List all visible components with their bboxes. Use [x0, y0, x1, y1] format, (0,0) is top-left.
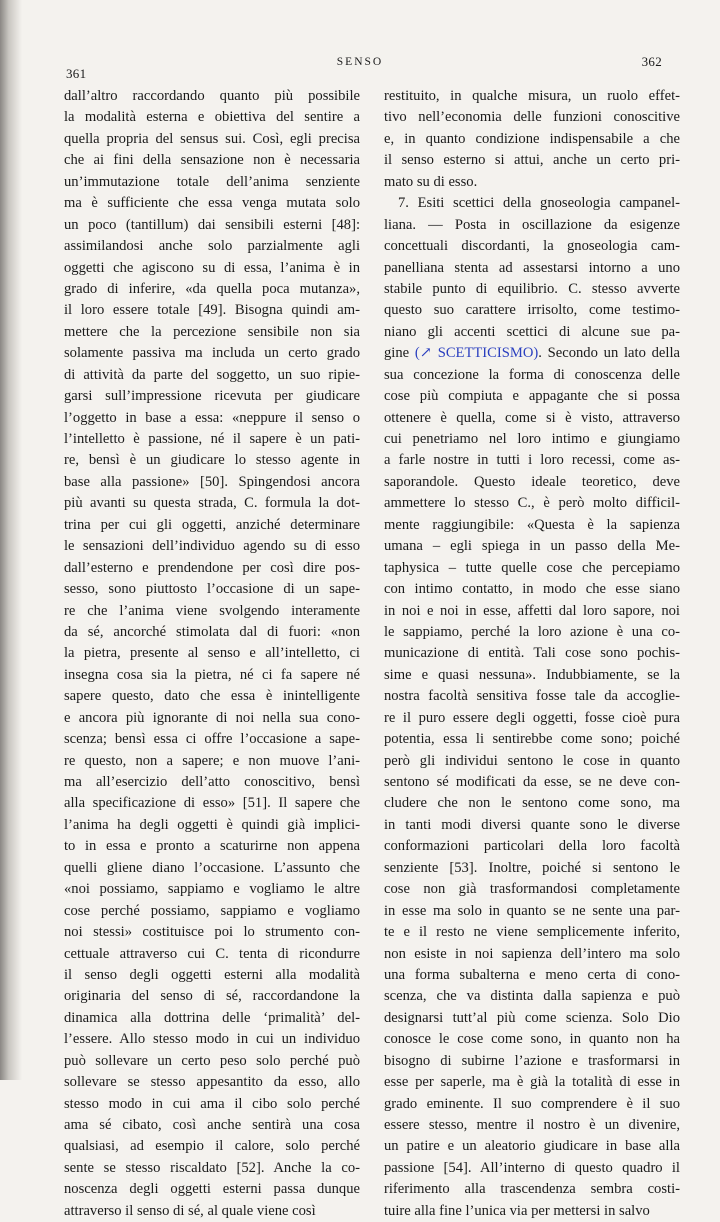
text-line: cose più compiuta e appagante che si possa [384, 388, 680, 405]
text-line: insegna cosa sia la pietra, né ci fa sapere né [64, 666, 360, 683]
text-line: saporandole. Questo ideale teoretico, deve [384, 473, 680, 490]
text-line: municazione di entità. Tali cose sono pochis- [384, 645, 680, 662]
text-line: che ai fini della sensazione non è necessaria [64, 152, 360, 169]
text-line: ammettere lo stesso C., è però molto difficil- [384, 495, 680, 512]
text-line: questo suo carattere irrisolto, come testimo- [384, 302, 680, 319]
text-line: cui penetriamo nel loro intimo e giungiamo [384, 431, 680, 447]
text-line: quella propria del sensus sui. Così, egli precisa [64, 130, 360, 147]
text-line: il loro essere totale [49]. Bisogna quindi am- [64, 302, 360, 319]
text-line: cludere che non le sentono come sono, ma [384, 795, 680, 812]
text-line: re, bensì è un giudicare lo stesso agente in [64, 452, 360, 469]
text-line: però gli individui sentono le cose in quanto [384, 752, 680, 769]
text-line: qualsiasi, ad esempio il calore, solo perché [64, 1138, 360, 1155]
cross-reference-link[interactable]: (↗ SCETTICISMO) [414, 345, 539, 362]
left-column [64, 86, 360, 1222]
text-line: conosce le cose come sono, in quanto non ha [384, 1031, 680, 1048]
text-line: una forma subalterna e meno certa di cono- [384, 966, 680, 983]
text-line: l’intelletto è passione, né il sapere è un pati- [64, 431, 360, 447]
text-line: con intimo contatto, in modo che esse siano [384, 581, 680, 598]
text-line: l’oggetto in base a essa: «neppure il senso o [64, 409, 360, 426]
text-line: designarsi tutt’al più come scienza. Solo Dio [384, 1009, 680, 1026]
text-line: concettuali discordanti, la gnoseologia cam- [384, 238, 680, 255]
text-line: scenza; bensì essa ci offre l’occasione a sape- [64, 731, 360, 748]
text-line: un’immutazione totale dell’anima senziente [64, 173, 360, 190]
text-line: sollevare se stesso appesantito da esso, allo [64, 1074, 360, 1091]
text-line: a farle nostre in tutti i loro recessi, come as- [384, 452, 680, 469]
text-line: ottenere è quella, come si è visto, attraverso [384, 409, 680, 426]
text-line: cose perché possiamo, sappiamo e vogliamo [64, 902, 360, 919]
text-line: sente se stesso riscaldato [52]. Anche la co- [64, 1159, 360, 1176]
text-line: può sollevare un certo peso solo perché può [64, 1052, 360, 1069]
page-number-left: 361 [66, 66, 87, 81]
text-line: passione [54]. All’interno di questo quadro il [384, 1159, 680, 1176]
text-line: bisogno di subirne l’azione e trasformarsi in [384, 1052, 680, 1069]
right-column [384, 86, 680, 1222]
text-line: esse per saperle, ma è già la totalità di esse in [384, 1074, 680, 1091]
text-line: solamente passiva ma includa un certo grado [64, 345, 360, 362]
text-line: noi stessi» costituisce poi lo strumento con- [64, 924, 360, 941]
text-line: cose non già trasformandosi completamente [384, 881, 680, 898]
text-line: attraverso il senso di sé, al quale viene così [64, 1202, 316, 1219]
text-line: il senso esterno si attui, anche un certo pri- [384, 152, 680, 169]
text-line: re che l’anima viene svolgendo interamente [64, 602, 360, 619]
text-line: sentono sé modificati da esse, se ne deve con- [384, 774, 680, 790]
text-line: ama sé cibato, così anche sentirà una cosa [64, 1117, 360, 1133]
text-line: potentia, essa li sentirebbe come sono; poiché [384, 731, 680, 748]
text-line: il senso degli oggetti esterni alla modalità [64, 966, 360, 983]
text-line: sesso, sono piuttosto l’occasione di un sape- [64, 581, 360, 598]
text-line: tuire alla fine l’unica via per mettersi in salvo [384, 1202, 650, 1219]
text-line: grado di inferire, «da quella poca mutanza», [64, 280, 360, 297]
text-line: noscenza degli oggetti esterni passa dunque [64, 1181, 360, 1198]
text-line: trina per cui gli oggetti, anziché determinare [64, 516, 360, 533]
text-line: taphysica – tutte quelle cose che percepiamo [384, 559, 680, 576]
text-line: grado eminente. Il suo comprendere è il suo [384, 1095, 680, 1112]
text-line: in noi e noi in esse, affetti dal loro sapore, noi [384, 602, 680, 619]
text-line: ma è sufficiente che essa venga mutata solo [64, 195, 360, 212]
page-gutter-shadow [0, 0, 22, 1080]
text-line: umana – egli spiega in un passo della Me- [384, 538, 680, 555]
text-line: un patire e un aleatorio giudicare in base alla [384, 1138, 680, 1155]
text-line: mettere che la percezione sensibile non sia [64, 323, 360, 340]
text-line: tivo nell’economia delle funzioni conoscitive [384, 109, 680, 126]
text-line: garsi sull’impressione ricevuta per giudicare [64, 388, 360, 405]
text-line: l’essere. Allo stesso modo in cui un individuo [64, 1031, 360, 1048]
text-line: te e il resto ne viene semplicemente inferito, [384, 924, 680, 941]
text-line: to in essa e pronto a scaturirne non appena [64, 838, 360, 855]
text-line: quelli gliene diano l’occasione. L’assunto che [64, 859, 360, 876]
text-line: conformazioni particolari della loro facoltà [384, 838, 680, 855]
text-line: base alla passione» [50]. Spingendosi ancora [64, 473, 360, 490]
text-line: stabile punto di equilibrio. C. stesso avverte [384, 280, 680, 297]
text-line: liana. — Posta in oscillazione da esigenze [384, 216, 680, 233]
text-line: le sappiamo, perché la loro azione è una co- [384, 623, 680, 640]
text-line: l’anima ha degli oggetti è quindi già implici- [64, 816, 360, 833]
text-line: originaria del senso di sé, raccordandone la [64, 988, 360, 1005]
text-line: non esiste in noi sapienza dell’intero ma solo [384, 945, 680, 962]
text-line: dall’esterno e prendendone per così dire pos- [64, 559, 360, 576]
text-line: più avanti su questa strada, C. formula la dot- [64, 495, 360, 512]
text-line: nostra facoltà sensitiva fosse tale da accoglie- [384, 688, 680, 705]
text-line: essere stesso, mentre il nostro è un divenire, [384, 1117, 680, 1133]
running-title: SENSO [336, 56, 384, 68]
text-line: alla specificazione di esso» [51]. Il sapere che [64, 795, 360, 812]
text-line: dinamica alla dottrina delle ‘primalità’ del- [64, 1009, 360, 1026]
page-number-right: 362 [641, 54, 662, 69]
text-line: sime e quasi nessuna». Indubbiamente, se la [384, 666, 680, 683]
text-line: da sé, ancorché stimolata dal di fuori: «non [64, 623, 360, 640]
text-line: re questo, non a sapere; e non muove l’ani- [64, 752, 360, 769]
text-line: in tanti modi diversi quante sono le diverse [384, 816, 680, 833]
text-line: scenza, che va distinta dalla sapienza e può [384, 988, 680, 1005]
text-line: sua concezione la forma di conoscenza delle [384, 366, 680, 383]
text-line: panelliana stenta ad assestarsi intorno a uno [384, 259, 680, 276]
text-line: la modalità esterna e obiettiva del sentire a [64, 109, 360, 126]
text-line: assimilandosi anche solo parzialmente agli [64, 238, 360, 255]
text-line: oggetti che agiscono su di essa, l’anima è in [64, 259, 360, 276]
text-line: dall’altro raccordando quanto più possibile [64, 88, 360, 104]
text-line: mente raggiungibile: «Questa è la sapienza [384, 516, 680, 533]
text-line: cettuale attraverso cui C. tenta di ricondurre [64, 945, 360, 962]
text-line: di attività da parte del soggetto, un suo ripie- [64, 366, 360, 383]
text-line: niano gli accenti scettici di alcune sue pa- [384, 323, 680, 340]
text-line: 7. Esiti scettici della gnoseologia campanel- [398, 195, 680, 212]
text-line: in esse ma solo in quanto se ne sente una par- [384, 902, 680, 919]
text-line: e ancora più ignorante di noi nella sua cono- [64, 709, 360, 726]
text-line: e, in quanto condizione indispensabile a che [384, 130, 680, 147]
text-line: «noi possiamo, sappiamo e vogliamo le altre [64, 881, 360, 898]
text-line[interactable]: gine (↗ SCETTICISMO). Secondo un lato della [384, 345, 680, 362]
text-line: stesso modo in cui ama il cibo solo perché [64, 1095, 360, 1112]
text-line: restituito, in qualche misura, un ruolo effet- [384, 88, 680, 104]
text-line: le sensazioni dell’individuo agendo su di esso [64, 538, 360, 555]
text-line: mato su di esso. [384, 173, 478, 190]
text-line: ma all’esercizio dell’atto conoscitivo, bensì [64, 774, 360, 790]
text-line: senziente [53]. Inoltre, poiché si sentono le [384, 859, 680, 876]
text-line: sapere questo, dato che essa è inintelligente [64, 688, 360, 705]
text-line: re il puro essere degli oggetti, fosse cioè pura [384, 709, 680, 726]
text-line: la pietra, presente al senso e all’intelletto, ci [64, 645, 360, 662]
text-line: riferimento alla trascendenza sembra costi- [384, 1181, 680, 1198]
text-line: un poco (tantillum) dai sensibili esterni [48]: [64, 216, 360, 233]
